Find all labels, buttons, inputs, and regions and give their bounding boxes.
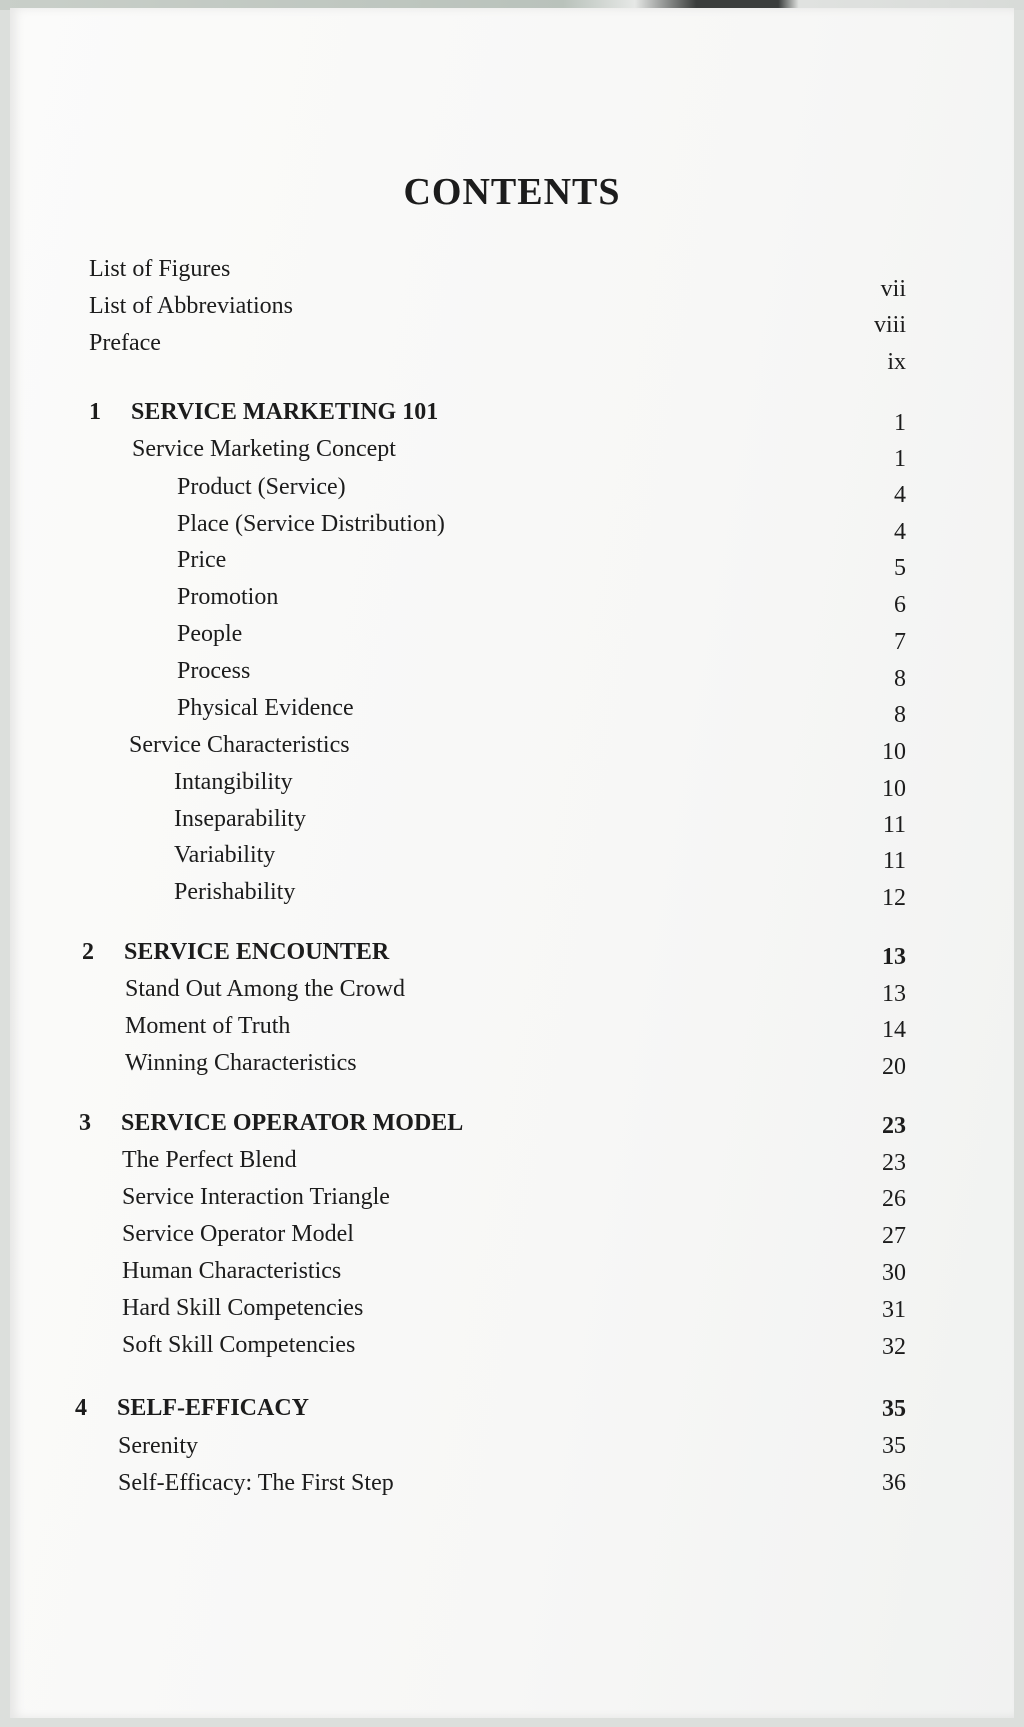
chapter-number: 4 [75, 1395, 87, 1421]
toc-entry-label: Hard Skill Competencies [122, 1295, 364, 1321]
chapter-number: 3 [79, 1110, 91, 1136]
chapter-number: 1 [89, 399, 101, 425]
toc-page-number: 10 [882, 776, 906, 802]
toc-page-number: 11 [882, 812, 906, 838]
toc-page-number: 36 [882, 1470, 906, 1496]
toc-entry-label: Service Operator Model [122, 1221, 354, 1247]
toc-subsection-price [177, 543, 226, 577]
toc-page-number: 13 [882, 981, 906, 1007]
toc-entry-label: Serenity [118, 1433, 198, 1459]
toc-chapter-4 [75, 1391, 309, 1425]
toc-entry-label: Physical Evidence [177, 695, 354, 721]
toc-entry-label: Human Characteristics [122, 1258, 342, 1284]
toc-page-number: 23 [882, 1150, 906, 1176]
chapter-number: 2 [82, 939, 94, 965]
toc-page-number: 14 [882, 1017, 906, 1043]
toc-page-number: 12 [882, 885, 906, 911]
toc-page-number: 8 [894, 702, 906, 728]
toc-subsection-people [177, 617, 242, 651]
toc-subsection-process [177, 654, 250, 688]
toc-section-service-interaction-triangle [122, 1180, 390, 1214]
toc-page-number: 4 [894, 482, 906, 508]
toc-page-number: 13 [882, 944, 906, 970]
toc-entry-preface [89, 326, 161, 360]
toc-entry-label: Soft Skill Competencies [122, 1332, 356, 1358]
toc-entry-label: Preface [89, 330, 161, 356]
toc-entry-label: Service Marketing Concept [132, 436, 396, 462]
chapter-title: SERVICE MARKETING 101 [131, 399, 439, 425]
toc-entry-label: Process [177, 658, 251, 684]
toc-entry-list-of-abbreviations [89, 289, 293, 323]
toc-chapter-1 [89, 395, 438, 429]
toc-chapter-2 [82, 935, 389, 969]
toc-page-number: 23 [882, 1113, 906, 1139]
toc-section-service-characteristics [129, 728, 350, 762]
toc-page-number: 31 [882, 1297, 906, 1323]
toc-entry-label: Service Characteristics [129, 732, 350, 758]
toc-page-number: 7 [894, 629, 906, 655]
chapter-title: SERVICE OPERATOR MODEL [121, 1110, 464, 1136]
toc-page-number: 26 [882, 1186, 906, 1212]
toc-subsection-physical-evidence [177, 691, 354, 725]
toc-subsection-inseparability [174, 802, 306, 836]
toc-page-number: 20 [882, 1054, 906, 1080]
chapter-title: SERVICE ENCOUNTER [124, 939, 390, 965]
toc-page-number: ix [887, 349, 906, 375]
toc-page-number: vii [880, 276, 906, 302]
toc-page-number: 1 [894, 410, 906, 436]
toc-subsection-variability [174, 838, 275, 872]
toc-subsection-promotion [177, 580, 278, 614]
toc-entry-list-of-figures [89, 252, 230, 286]
toc-page-number: 27 [882, 1223, 906, 1249]
toc-page-number: 8 [894, 666, 906, 692]
chapter-title: SELF-EFFICACY [117, 1395, 310, 1421]
toc-chapter-3 [79, 1106, 463, 1140]
toc-page-number: 4 [894, 519, 906, 545]
toc-section-serenity [118, 1429, 198, 1463]
toc-subsection-perishability [174, 875, 295, 909]
toc-section-stand-out [125, 972, 405, 1006]
toc-page-number: 10 [882, 739, 906, 765]
toc-entry-label: The Perfect Blend [122, 1147, 297, 1173]
toc-section-hard-skill [122, 1291, 363, 1325]
toc-entry-label: Perishability [174, 879, 296, 905]
toc-entry-label: Intangibility [174, 769, 293, 795]
toc-entry-label: Inseparability [174, 806, 306, 832]
toc-page-number: 1 [894, 446, 906, 472]
toc-page-number: 11 [882, 848, 906, 874]
toc-page-number: 32 [882, 1334, 906, 1360]
toc-section-service-operator-model [122, 1217, 354, 1251]
toc-entry-label: List of Abbreviations [89, 293, 293, 319]
toc-entry-label: Self-Efficacy: The First Step [118, 1470, 394, 1496]
toc-section-service-marketing-concept [132, 432, 396, 466]
toc-entry-label: List of Figures [89, 256, 231, 282]
toc-page-number: 30 [882, 1260, 906, 1286]
toc-section-perfect-blend [122, 1143, 297, 1177]
toc-subsection-intangibility [174, 765, 293, 799]
toc-entry-label: Stand Out Among the Crowd [125, 976, 405, 1002]
toc-section-human-characteristics [122, 1254, 341, 1288]
toc-entry-label: Price [177, 547, 227, 573]
toc-entry-label: People [177, 621, 243, 647]
toc-entry-label: Moment of Truth [125, 1013, 291, 1039]
toc-page-number: 6 [894, 592, 906, 618]
toc-section-soft-skill [122, 1328, 355, 1362]
toc-page-number: 35 [882, 1433, 906, 1459]
page-title: CONTENTS [403, 171, 621, 213]
toc-page-number: 5 [894, 555, 906, 581]
toc-section-self-efficacy-first-step [118, 1466, 394, 1500]
toc-entry-label: Variability [174, 842, 276, 868]
toc-subsection-place [177, 507, 445, 541]
toc-entry-label: Promotion [177, 584, 279, 610]
toc-section-winning-characteristics [125, 1046, 357, 1080]
toc-section-moment-of-truth [125, 1009, 290, 1043]
toc-entry-label: Winning Characteristics [125, 1050, 357, 1076]
toc-entry-label: Product (Service) [177, 474, 346, 500]
toc-subsection-product [177, 470, 346, 504]
toc-page-number: 35 [882, 1396, 906, 1422]
toc-entry-label: Service Interaction Triangle [122, 1184, 390, 1210]
toc-page-number: viii [873, 312, 906, 338]
toc-entry-label: Place (Service Distribution) [177, 511, 445, 537]
contents-page [10, 8, 1014, 1718]
